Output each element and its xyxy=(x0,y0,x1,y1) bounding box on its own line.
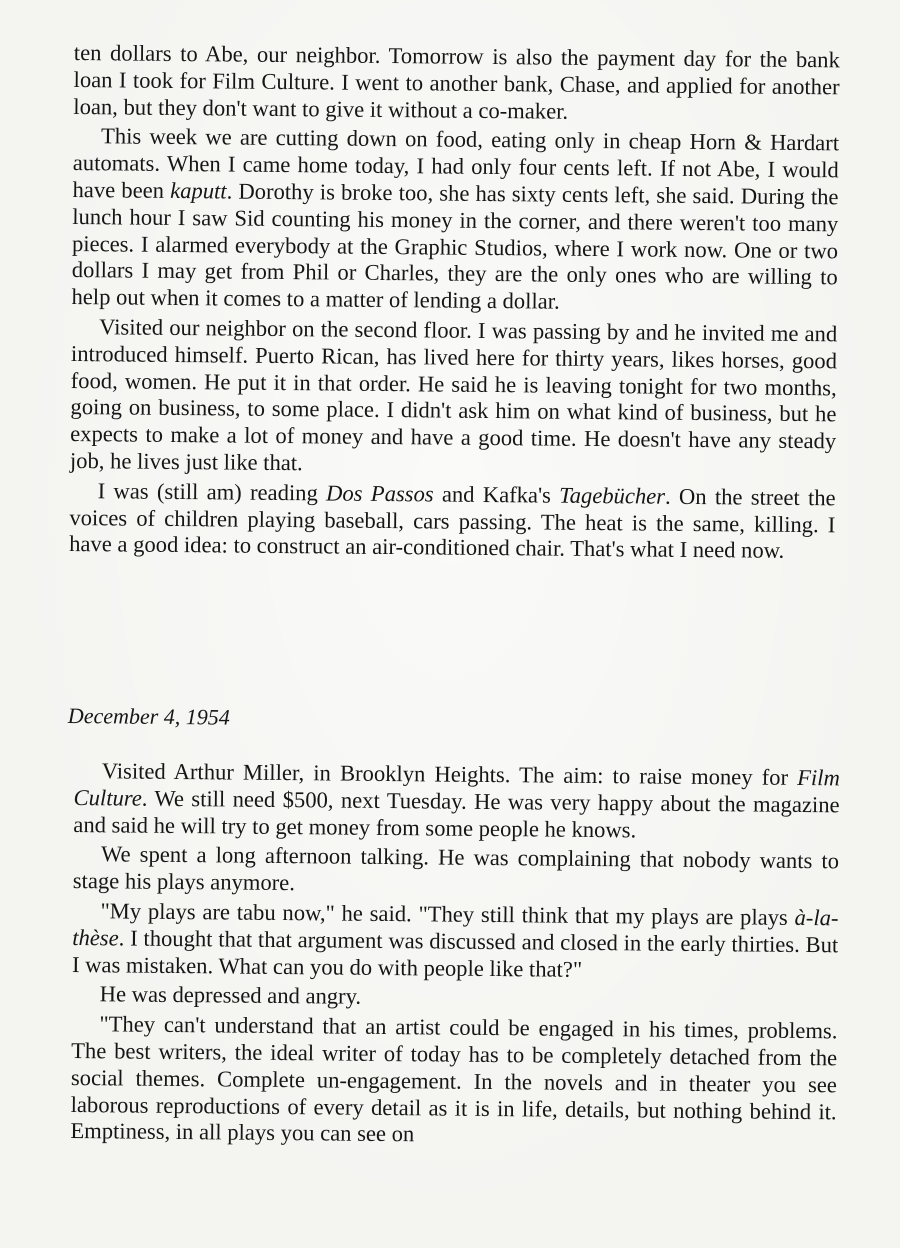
paragraph-arthur-miller xyxy=(73,758,840,846)
text-run: . We still need $500, next Tuesday. He was very happy about the magazine and said he will try to get money from some people he knows. xyxy=(73,785,840,842)
text-run: . On the street the voices of children playing baseball, cars passing. The heat is the same, killing. I have a good idea: to construct an air-conditioned chair. That's what I need now. xyxy=(69,483,836,564)
text-run: Visited Arthur Miller, in Brooklyn Heights. The aim: to raise money for xyxy=(101,758,798,790)
entry-date-heading: December 4, 1954 xyxy=(67,703,230,730)
italic-phrase-a-la-these: à-la-thèse xyxy=(72,904,839,951)
italic-title-tagebucher: Tagebücher xyxy=(559,482,666,509)
diary-text-top xyxy=(69,40,840,568)
text-run: He was depressed and angry. xyxy=(99,981,362,1010)
text-run: . I thought that that argument was discussed and closed in the early thirties. But I was mistaken. What can you do with people like that?" xyxy=(71,925,839,982)
italic-title-film-culture: Film Culture xyxy=(73,764,840,811)
paragraph-artist-engaged xyxy=(70,1011,837,1152)
text-run: Visited our neighbor on the second floor. I was passing by and he invited me and introduced himself. Puerto Rican, has lived here for thirty years, likes horses, good food, women. He put it in that order. He said he is leaving tonight for two months, going on business, to some place. I didn't ask him on what kind of business, but he expects to make a lot of money and have a good time. He doesn't have any steady job, he lives just like that. xyxy=(69,314,838,476)
text-run: and Kafka's xyxy=(433,481,560,508)
text-run: "My plays are tabu now," he said. "They still think that my plays are plays xyxy=(100,898,795,930)
paragraph-continued xyxy=(73,40,840,128)
paragraph-depressed xyxy=(72,981,838,1015)
paragraph-afternoon xyxy=(73,841,839,902)
italic-word-kaputt: kaputt xyxy=(170,177,227,204)
text-run: I was (still am) reading xyxy=(97,477,327,506)
continued-text: ten dollars to Abe, our neighbor. Tomorrow is also the payment day for the bank loan I took for Film Culture. I went to another bank, Chase, and applied for another loan, but they don't want to give it without a co-maker. xyxy=(73,40,840,124)
diary-text-bottom xyxy=(70,758,840,1155)
text-run: We spent a long afternoon talking. He was complaining that nobody wants to stage his plays anymore. xyxy=(72,841,840,896)
paragraph-automats xyxy=(71,123,839,318)
paragraph-reading xyxy=(69,478,836,566)
paragraph-neighbor xyxy=(70,314,838,482)
text-run: This week we are cutting down on food, eating only in cheap Horn & Hardart automats. When I came home today, I had only four cents left. If not Abe, I would have been xyxy=(72,123,840,203)
paragraph-plays-tabu xyxy=(72,898,839,986)
italic-title-dos-passos: Dos Passos xyxy=(326,480,434,507)
text-run: "They can't understand that an artist could be engaged in his times, problems. The best writers, the ideal writer of today has to be completely detached from the social themes. Complete un-engagement. In the novels and in theater you see laborous reproductions of every detail as it is in life, details, but nothing behind it. Emptiness, in all plays you can see on xyxy=(70,1011,838,1147)
text-run: . Dorothy is broke too, she has sixty cents left, she said. During the lunch hour I saw Sid counting his money in the corner, and there weren't too many pieces. I alarmed everybody at the Graphic Studios, where I work now. One or two dollars I may get from Phil or Charles, they are the only ones who are willing to help out when it comes to a matter of lending a dollar. xyxy=(71,178,839,314)
